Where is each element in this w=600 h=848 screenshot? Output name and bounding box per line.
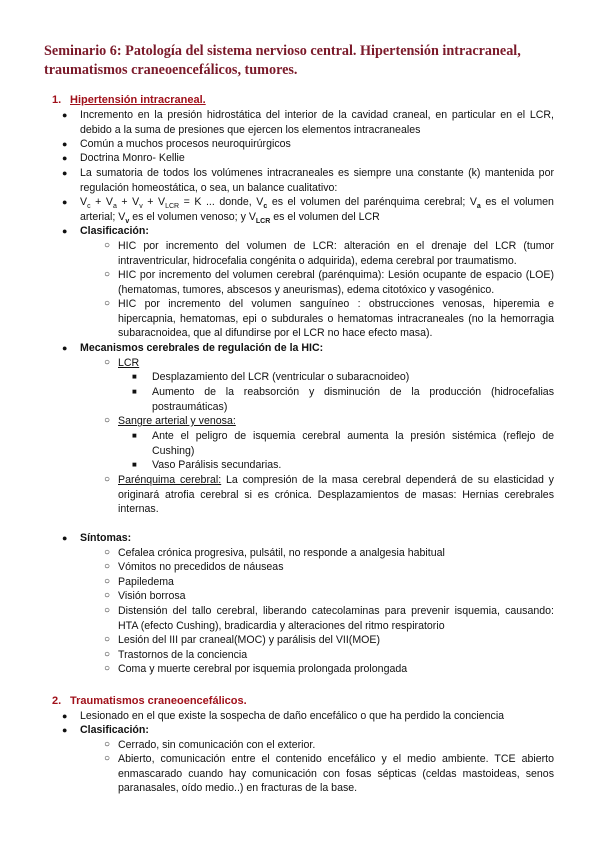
sub-list-item: Papiledema [118,576,174,588]
circle-bullet-icon: ○ [104,649,111,660]
square-bullet-icon: ■ [132,431,137,440]
parenquima-item [118,473,554,517]
section-number: 2. [52,695,62,707]
sub-sub-list-item: Vaso Parálisis secundarias. [152,459,282,471]
sub-list-item: Coma y muerte cerebral por isquemia prolongada prolongada [118,663,408,675]
sub-sub-list-item: Aumento de la reabsorción y disminución de la producción (hidrocefalias postraumáticas) [152,386,554,413]
parenquima-text: La compresión de la masa cerebral dependerá de su elasticidad y originará atrofia cerebral si es crónica. Desplazamientos de masas: Hernias cerebrales internas. [118,474,554,516]
circle-bullet-icon: ○ [104,547,111,558]
bullet-icon: ● [62,153,68,163]
circle-bullet-icon: ○ [104,663,111,674]
list-item: La sumatoria de todos los volúmenes intracraneales es siempre una constante (k) mantenida por regulación homeostática, o sea, un balance cualitativo: [80,167,554,194]
circle-bullet-icon: ○ [104,269,111,280]
circle-bullet-icon: ○ [104,240,111,251]
page-title: Seminario 6: Patología del sistema nervioso central. Hipertensión intracraneal, traumatismos craneoencefálicos, tumores. [44,43,521,78]
circle-bullet-icon: ○ [104,561,111,572]
section-number: 1. [52,94,62,106]
sub-list-item: Visión borrosa [118,590,186,602]
sub-sub-list-item: Ante el peligro de isquemia cerebral aumenta la presión sistémica (reflejo de Cushing) [152,430,554,457]
list-item: Doctrina Monro- Kellie [80,152,185,164]
circle-bullet-icon: ○ [104,415,111,426]
circle-bullet-icon: ○ [104,474,111,485]
clasificacion-label: Clasificación: [80,724,149,736]
circle-bullet-icon: ○ [104,753,111,764]
sintomas-label: Síntomas: [80,532,132,544]
circle-bullet-icon: ○ [104,576,111,587]
circle-bullet-icon: ○ [104,634,111,645]
square-bullet-icon: ■ [132,387,137,396]
sangre-label: Sangre arterial y venosa: [118,415,236,427]
circle-bullet-icon: ○ [104,357,111,368]
bullet-icon: ● [62,711,68,721]
bullet-icon: ● [62,226,68,236]
square-bullet-icon: ■ [132,372,137,381]
sub-list-item: Lesión del III par craneal(MOC) y parálisis del VII(MOE) [118,634,380,646]
circle-bullet-icon: ○ [104,590,111,601]
section-heading-2 [52,695,247,707]
sub-list-item: Abierto, comunicación entre el contenido encefálico y el medio ambiente. TCE abierto enmascarado cuando hay comunicación con fosas sépticas (celdas mastoideas, senos paranasales, oído medio..) en fracturas de la base. [118,753,554,795]
clasificacion-label: Clasificación: [80,225,149,237]
bullet-icon: ● [62,343,68,353]
bullet-icon: ● [62,197,68,207]
list-item: Incremento en la presión hidrostática del interior de la cavidad craneal, en particular en el LCR, debido a la suma de presiones que ejercen los elementos intracraneales [80,109,554,136]
bullet-icon: ● [62,139,68,149]
sub-list-item: HIC por incremento del volumen cerebral (parénquima): Lesión ocupante de espacio (LOE) (hematomas, tumores, abscesos y aneurismas), edema citotóxico y vasogénico. [118,269,554,296]
formula-item: $V_c + V_a + V_v + V_{LCR} = K$ ... donde, $V_c$ es el volumen del parénquima cerebral; $V_a$ es el volumen arterial; $V_v$ es el volumen venoso; y $V_{LCR}$ es el volumen del LCR [80,196,554,225]
sub-list-item: Vómitos no precedidos de náuseas [118,561,284,573]
circle-bullet-icon: ○ [104,605,111,616]
bullet-icon: ● [62,168,68,178]
mecanismos-label: Mecanismos cerebrales de regulación de la HIC: [80,342,324,354]
list-item: Lesionado en el que existe la sospecha de daño encefálico o que ha perdido la conciencia [80,710,505,722]
sub-list-item: Cefalea crónica progresiva, pulsátil, no responde a analgesia habitual [118,547,445,559]
sub-list-item: Trastornos de la conciencia [118,649,248,661]
sub-list-item: Cerrado, sin comunicación con el exterior. [118,739,316,751]
sub-sub-list-item: Desplazamiento del LCR (ventricular o subaracnoideo) [152,371,410,383]
sub-list-item: HIC por incremento del volumen sanguíneo : obstrucciones venosas, hiperemia e hipercapnia, hematomas, epi o subdurales o hematomas intracraneales (no la hemorragia subaracnoidea, que al difundirse por el LCR no hace efecto masa). [118,298,554,340]
list-item: Común a muchos procesos neuroquirúrgicos [80,138,291,150]
square-bullet-icon: ■ [132,460,137,469]
sub-list-item: Distensión del tallo cerebral, liberando catecolaminas para prevenir isquemia, causando: HTA (efecto Cushing), bradicardia y alteraciones del ritmo respiratorio [118,605,554,632]
bullet-icon: ● [62,533,68,543]
section-heading-1 [52,94,206,106]
circle-bullet-icon: ○ [104,739,111,750]
bullet-icon: ● [62,110,68,120]
bullet-icon: ● [62,725,68,735]
lcr-label: LCR [118,357,140,369]
sub-list-item: HIC por incremento del volumen de LCR: alteración en el drenaje del LCR (tumor intraventricular, hidrocefalia congénita o adquirida), edema cerebral por traumatismo. [118,240,554,267]
section-title: Hipertensión intracraneal. [70,94,206,106]
circle-bullet-icon: ○ [104,298,111,309]
section-title: Traumatismos craneoencefálicos. [70,695,247,707]
parenquima-label: Parénquima cerebral: [118,474,222,486]
